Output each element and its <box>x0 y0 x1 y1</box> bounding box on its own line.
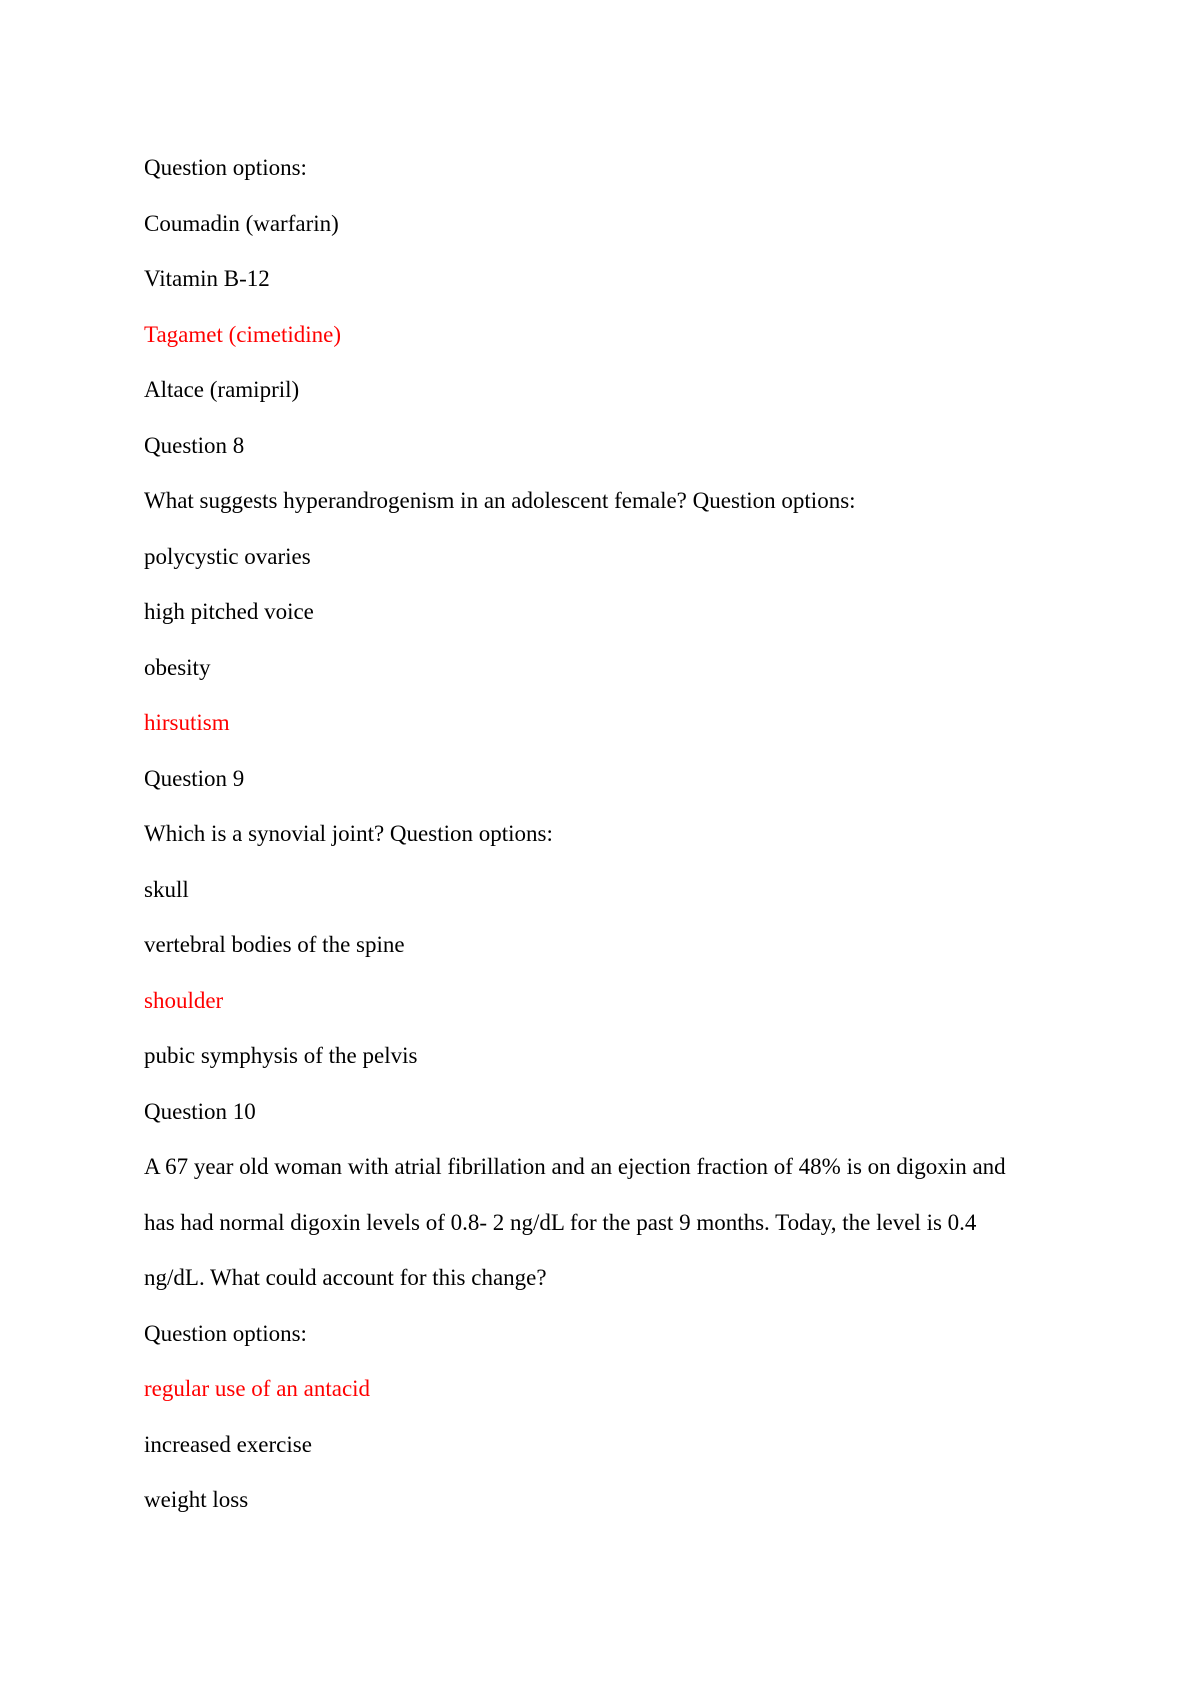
option-obesity: obesity <box>144 654 211 680</box>
answer-tagamet: Tagamet (cimetidine) <box>144 321 341 347</box>
question-10-text-line-3: ng/dL. What could account for this change? <box>144 1265 547 1290</box>
option-vertebral-bodies: vertebral bodies of the spine <box>144 932 405 957</box>
options-heading-10: Question options: <box>144 1320 307 1346</box>
option-increased-exercise: increased exercise <box>144 1431 312 1457</box>
question-8-heading: Question 8 <box>144 432 245 458</box>
option-vitamin-b12: Vitamin B-12 <box>144 266 270 291</box>
answer-shoulder: shoulder <box>144 987 224 1013</box>
question-10-text-line-1: A 67 year old woman with atrial fibrillation and an ejection fraction of 48% is on digoxin and <box>144 1154 1006 1179</box>
page-content <box>144 140 1064 1528</box>
question-10-heading: Question 10 <box>144 1098 256 1124</box>
option-altace: Altace (ramipril) <box>144 377 300 402</box>
answer-hirsutism: hirsutism <box>144 710 230 735</box>
option-high-pitched-voice: high pitched voice <box>144 599 314 624</box>
question-10-text-line-2: has had normal digoxin levels of 0.8- 2 ng/dL for the past 9 months. Today, the level is 0.4 <box>144 1209 977 1235</box>
option-weight-loss: weight loss <box>144 1487 249 1512</box>
option-pubic-symphysis: pubic symphysis of the pelvis <box>144 1043 418 1068</box>
option-skull: skull <box>144 876 189 902</box>
option-coumadin: Coumadin (warfarin) <box>144 210 339 236</box>
question-8-text: What suggests hyperandrogenism in an adolescent female? Question options: <box>144 488 856 513</box>
question-9-text: Which is a synovial joint? Question options: <box>144 821 553 846</box>
answer-antacid: regular use of an antacid <box>144 1376 371 1401</box>
options-heading: Question options: <box>144 155 307 180</box>
question-9-heading: Question 9 <box>144 765 245 791</box>
option-polycystic-ovaries: polycystic ovaries <box>144 543 311 569</box>
